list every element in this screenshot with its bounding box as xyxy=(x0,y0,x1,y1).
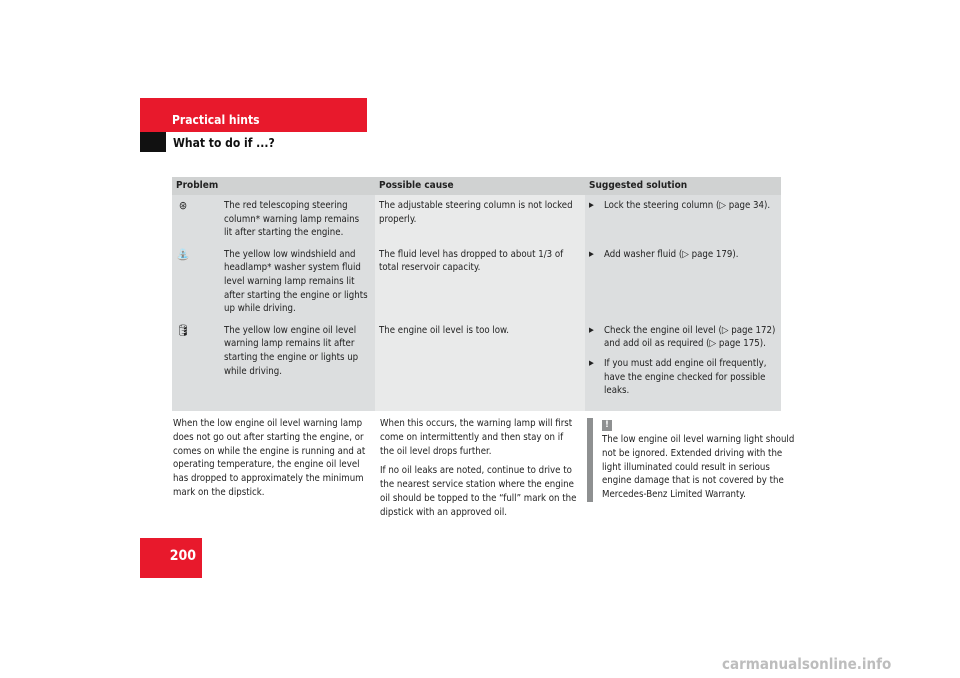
body-paragraph: When this occurs, the warning lamp will first come on intermittently and then stay on if the oil level drops further. xyxy=(380,418,573,457)
body-column-2 xyxy=(380,417,578,526)
page-number: 200 xyxy=(169,548,196,564)
section-header xyxy=(140,98,367,132)
solution-step: ▶ Lock the steering column (▷ page 34). xyxy=(589,199,777,213)
table-header-row xyxy=(172,177,781,195)
steering-column-icon: ⊛ xyxy=(178,199,188,212)
note-text: The low engine oil level warning light should not be ignored. Extended driving with the light illuminated could result in serious engine damage that is not covered by the Mercedes-Benz Limited Warranty. xyxy=(602,434,795,501)
engine-oil-icon: 🛢 xyxy=(176,323,190,337)
body-paragraph: When the low engine oil level warning lamp does not go out after starting the engine, or comes on while the engine is running and at operating temperature, the engine oil level has dropped to approximately the minimum mark on the dipstick. xyxy=(173,418,366,498)
exclamation-icon: ! xyxy=(602,420,612,431)
table-row xyxy=(172,195,781,244)
table-row xyxy=(172,244,781,320)
column-header-cause: Possible cause xyxy=(375,177,585,195)
watermark: carmanualsonline.info xyxy=(722,655,892,673)
column-header-problem: Problem xyxy=(172,177,375,195)
body-paragraph: If no oil leaks are noted, continue to drive to the nearest service station where the engine oil should be topped to the “full” mark on the dipstick with an approved oil. xyxy=(380,465,577,518)
washer-fluid-icon: ⛲ xyxy=(176,247,190,261)
problem-text: The yellow low windshield and headlamp* washer system fluid level warning lamp remains lit after starting the engine or lights up while driving. xyxy=(224,248,368,315)
section-title: Practical hints xyxy=(172,113,260,127)
page-subtitle: What to do if ...? xyxy=(173,136,275,150)
cause-text: The engine oil level is too low. xyxy=(375,320,585,411)
header-marker xyxy=(140,132,166,152)
column-header-solution: Suggested solution xyxy=(585,177,781,195)
cause-text: The fluid level has dropped to about 1/3 of total reservoir capacity. xyxy=(375,244,585,320)
cause-text: The adjustable steering column is not locked properly. xyxy=(375,195,585,244)
solution-step: ▶ Check the engine oil level (▷ page 172) and add oil as required (▷ page 175). xyxy=(589,324,777,351)
table-row xyxy=(172,320,781,411)
problem-text: The yellow low engine oil level warning lamp remains lit after starting the engine or lights up while driving. xyxy=(224,324,359,377)
page-number-box xyxy=(140,538,202,578)
solution-step: ▶ Add washer fluid (▷ page 179). xyxy=(589,248,777,262)
solution-step: ▶ If you must add engine oil frequently, have the engine checked for possible leaks. xyxy=(589,357,777,398)
problem-text: The red telescoping steering column* warning lamp remains lit after starting the engine. xyxy=(224,200,360,239)
body-column-1 xyxy=(173,417,369,506)
problem-table xyxy=(172,177,781,411)
warning-note xyxy=(587,418,802,502)
